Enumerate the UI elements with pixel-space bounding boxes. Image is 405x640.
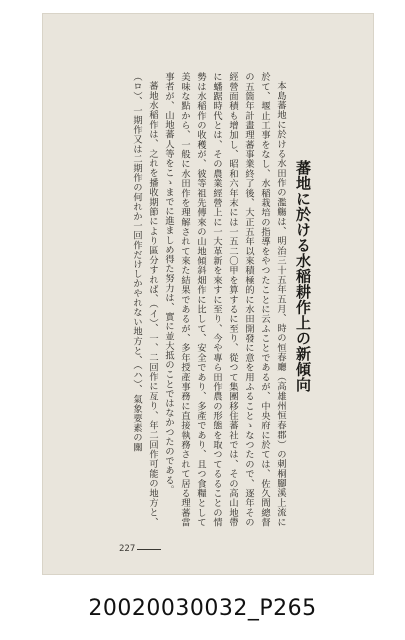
body-text	[88, 72, 288, 527]
page-number-dash	[137, 549, 161, 550]
page-number	[119, 544, 161, 555]
article-title: 蕃地に於ける水稲耕作上の新傾向	[294, 160, 312, 393]
page-content	[93, 72, 358, 527]
page-number-text: 227	[119, 544, 136, 554]
book-page	[43, 14, 373, 574]
image-caption: 20020030032_P265	[88, 596, 317, 621]
paragraph-2: 蕃地水稲作は、之れを播收期節により區分すれば、（イ）、一、二回作に亙り、年二回作可能の地方と、（ロ）、一期作又は二期作の何れか一回作だけしかやれない地方と、（ハ）、氣象要素の關	[131, 72, 158, 527]
paragraph-1: 本島蕃地に於ける水田作の濫觴は、明治三十五年五月、時の恒春廳（高雄州恒春郡）の刺桐腳溪上流に於て、堰止工事をなし、水稲栽培の指導をやつたことに云ふことであるが、中央府に於ては、佐久間總督の五箇年計畫理蕃事業終了後、大正五年以來積極的に水田開發に意を用ふることゝなつたので、逐年その經營面積も增加し、昭和六年末には一五二〇甲を算するに至り、從つて集團移住蕃社では、その高山地帶に蟠踞時代とは、その農業經營上に一大革新を來すに至り、今や專ら田作農の形態を取つてるることの情勢は水稲作の收穫が、彼等祖先傳來の山地傾斜畑作に比して、安全であり、多產であり、且つ食糧として美味な點から、一般に水田作を理解されて來た結果であるが、多年授產事務に直接執務されて居る理蕃當事者が、山地蕃人等をこゝまでに進ましめ得た努力は、實に並大抵のことではなかつたのである。	[163, 72, 286, 527]
